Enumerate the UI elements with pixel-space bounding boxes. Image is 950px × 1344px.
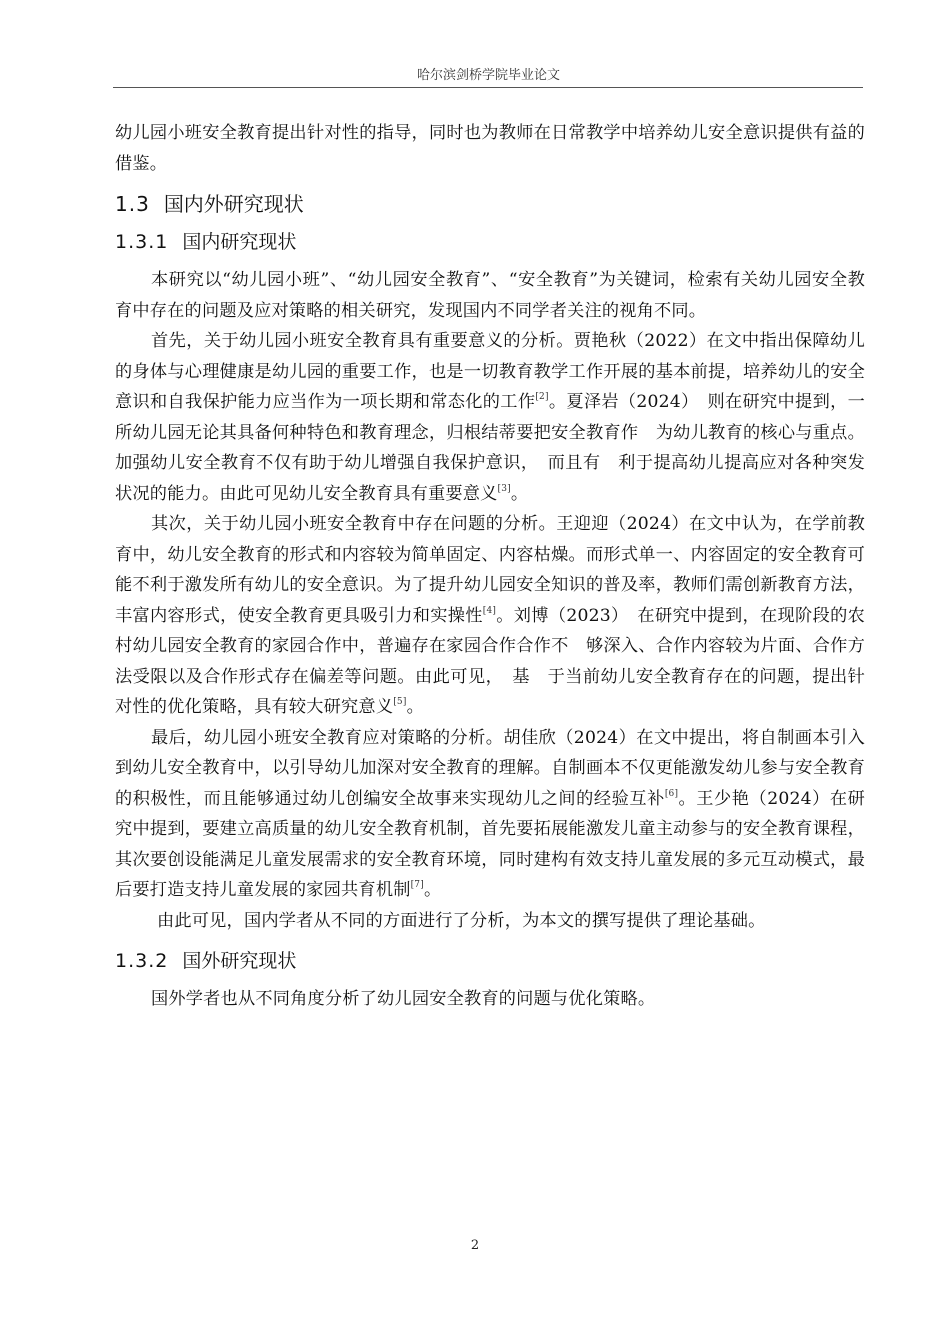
- section-title: 国内外研究现状: [163, 192, 304, 216]
- section-title: 国外研究现状: [182, 950, 297, 972]
- paragraph-significance: [115, 326, 865, 509]
- paragraph-text: 。: [423, 880, 442, 900]
- citation-marker: [6]: [664, 788, 679, 799]
- paragraph-problems: [115, 509, 865, 723]
- paragraph-text: 。刘博（2023） 在研究中提到，在现阶段的农村幼儿园安全教育的家园合作中，普遍存在家园合作合作不 够深入、合作内容较为片面、合作方法受限以及合作形式存在偏差等问题。由此可见， 基 于当前幼儿安全教育存在的问题，提出针对性的优化策略，具有较大研究意义: [115, 605, 865, 717]
- citation-marker: [2]: [535, 392, 549, 402]
- paragraph-strategies: [115, 723, 865, 906]
- paragraph-text: 。王少艳（2024）在研究中提到，要建立高质量的幼儿安全教育机制，首先要拓展能激发儿童主动参与的安全教育课程，其次要创设能满足儿童发展需求的安全教育环境，同时建构有效支持儿童发展的多元互动模式，最后要打造支持儿童发展的家园共育机制: [115, 788, 865, 900]
- section-number: 1.3.1: [115, 231, 169, 253]
- section-heading-1-3: [115, 191, 865, 217]
- section-number: 1.3: [115, 192, 150, 216]
- paragraph-text: 。: [406, 697, 424, 717]
- paragraph-text: 。夏泽岩（2024） 则在研究中提到，一所幼儿园无论其具备何种特色和教育理念，归根结蒂要把安全教育作 为幼儿教育的核心与重点。加强幼儿安全教育不仅有助于幼儿增强自我保护意识， 而且有 利于提高幼儿提高应对各种突发状况的能力。由此可见幼儿安全教育具有重要意义: [115, 392, 865, 504]
- paragraph-text: 最后，幼儿园小班安全教育应对策略的分析。胡佳欣（2024）在文中提出，将自制画本引入到幼儿安全教育中，以引导幼儿加深对安全教育的理解。自制画本不仅更能激发幼儿参与安全教育的积极性，而且能够通过幼儿创编安全故事来实现幼儿之间的经验互补: [115, 727, 865, 809]
- paragraph-foreign-intro: 国外学者也从不同角度分析了幼儿园安全教育的问题与优化策略。: [151, 989, 656, 1009]
- section-heading-1-3-2: [115, 948, 865, 974]
- page-number: 2: [470, 1238, 480, 1253]
- citation-marker: [3]: [497, 483, 511, 494]
- section-heading-1-3-1: [115, 229, 865, 255]
- running-header: 哈尔滨剑桥学院毕业论文: [416, 68, 560, 83]
- paragraph-summary: 由此可见，国内学者从不同的方面进行了分析，为本文的撰写提供了理论基础。: [157, 910, 766, 931]
- paragraph-continued: 幼儿园小班安全教育提出针对性的指导，同时也为教师在日常教学中培养幼儿安全意识提供有益的借鉴。: [115, 123, 865, 174]
- section-number: 1.3.2: [115, 950, 169, 972]
- citation-marker: [5]: [393, 697, 407, 707]
- page-body: [115, 118, 865, 1015]
- paragraph-text: 首先，关于幼儿园小班安全教育具有重要意义的分析。贾艳秋（2022）在文中指出保障幼儿的身体与心理健康是幼儿园的重要工作，也是一切教育教学工作开展的基本前提，培养幼儿的安全意识和自我保护能力应当作为一项长期和常态化的工作: [115, 331, 865, 412]
- section-title: 国内研究现状: [182, 231, 297, 253]
- paragraph-text: 。: [510, 483, 529, 504]
- citation-marker: [7]: [410, 880, 424, 890]
- paragraph-intro: 本研究以“幼儿园小班”、“幼儿园安全教育”、“安全教育”为关键词，检索有关幼儿园安全教育中存在的问题及应对策略的相关研究，发现国内不同学者关注的视角不同。: [115, 270, 865, 321]
- header-rule: [113, 87, 863, 88]
- citation-marker: [4]: [482, 605, 497, 616]
- paragraph-text: 其次，关于幼儿园小班安全教育中存在问题的分析。王迎迎（2024）在文中认为，在学前教育中，幼儿安全教育的形式和内容较为简单固定、内容枯燥。而形式单一、内容固定的安全教育可能不利于激发所有幼儿的安全意识。为了提升幼儿园安全知识的普及率，教师们需创新教育方法，丰富内容形式，使安全教育更具吸引力和实操性: [115, 514, 865, 626]
